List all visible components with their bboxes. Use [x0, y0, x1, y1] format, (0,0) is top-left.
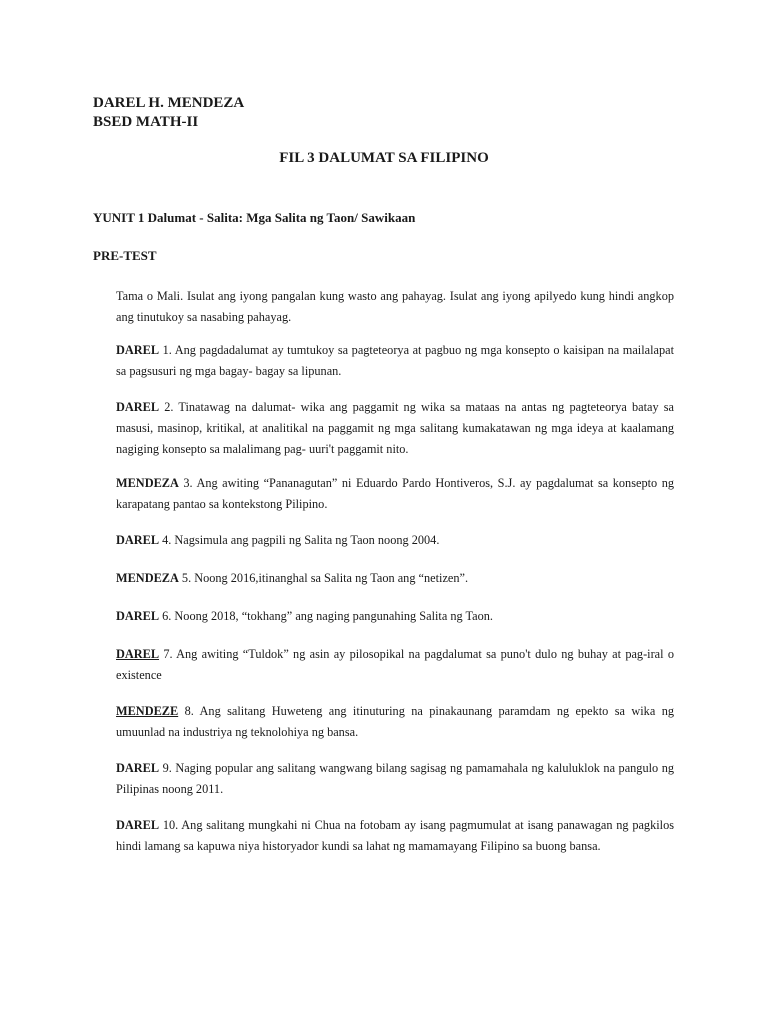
list-item: [116, 758, 674, 800]
item-answer: MENDEZE: [116, 704, 179, 718]
pretest-heading: PRE-TEST: [93, 248, 157, 263]
unit-heading: [93, 210, 415, 226]
list-item: [116, 815, 674, 857]
item-text: 10. Ang salitang mungkahi ni Chua na fotobam ay isang pagmumulat at isang panawagan ng pagkilos hindi lamang sa kapuwa niya historyador kundi sa lahat ng mamamayang Filipino sa buong bansa.: [116, 818, 674, 853]
list-item: [116, 397, 674, 460]
item-answer: DAREL: [116, 761, 160, 775]
item-answer: MENDEZA: [116, 571, 179, 585]
item-text: 1. Ang pagdadalumat ay tumtukoy sa pagteteorya at pagbuo ng mga konsepto o kaisipan na mailalapat sa pagsusuri ng mga bagay- bagay sa lipunan.: [116, 343, 674, 378]
item-text: 3. Ang awiting “Pananagutan” ni Eduardo Pardo Hontiveros, S.J. ay pagdalumat sa konsepto ng karapatang pantao sa kontekstong Pilipino.: [116, 476, 674, 511]
unit-label: YUNIT 1 Dalumat -: [93, 210, 207, 225]
item-answer: DAREL: [116, 343, 160, 357]
list-item: [116, 473, 674, 515]
item-text: 4. Nagsimula ang pagpili ng Salita ng Taon noong 2004.: [159, 533, 440, 547]
item-answer: DAREL: [116, 818, 160, 832]
list-item: [116, 644, 674, 686]
item-answer: DAREL: [116, 400, 160, 414]
list-item: [116, 568, 674, 589]
author-course: BSED MATH-II: [93, 114, 199, 130]
item-text: 2. Tinatawag na dalumat- wika ang paggamit ng wika sa mataas na antas ng pagteteorya batay sa masusi, masinop, kritikal, at analitikal na paggamit ng mga salitang kumakatawan ng mga ideya at kaalamang nagiging konsepto sa malalimang pag- uuri't paggamit nito.: [116, 400, 674, 456]
item-text: 5. Noong 2016,itinanghal sa Salita ng Taon ang “netizen”.: [178, 571, 469, 585]
item-answer: MENDEZA: [116, 476, 179, 490]
list-item: [116, 606, 674, 627]
instructions-paragraph: Tama o Mali. Isulat ang iyong pangalan kung wasto ang pahayag. Isulat ang iyong apilyedo kung hindi angkop ang tinutukoy sa nasabing pahayag.: [116, 289, 674, 324]
author-name: DAREL H. MENDEZA: [93, 95, 245, 111]
item-text: 8. Ang salitang Huweteng ang itinuturing na pinakaunang paramdam ng epekto sa wika ng umuunlad na industriya ng teknolohiya ng bansa.: [116, 704, 674, 739]
list-item: [116, 530, 674, 551]
item-text: 6. Noong 2018, “tokhang” ang naging pangunahing Salita ng Taon.: [159, 609, 493, 623]
document-title: FIL 3 DALUMAT SA FILIPINO: [279, 150, 489, 166]
item-answer: DAREL: [116, 533, 160, 547]
list-item: [116, 340, 674, 382]
item-text: 7. Ang awiting “Tuldok” ng asin ay pilosopikal na pagdalumat sa puno't dulo ng buhay at pag-iral o existence: [116, 647, 674, 682]
item-text: 9. Naging popular ang salitang wangwang bilang sagisag ng pamamahala ng kaluluklok na pangulo ng Pilipinas noong 2011.: [116, 761, 674, 796]
item-answer: DAREL: [116, 647, 160, 661]
item-answer: DAREL: [116, 609, 160, 623]
list-item: [116, 701, 674, 743]
unit-topic: Salita: Mga Salita ng Taon/ Sawikaan: [206, 210, 416, 225]
author-header: [93, 94, 244, 132]
